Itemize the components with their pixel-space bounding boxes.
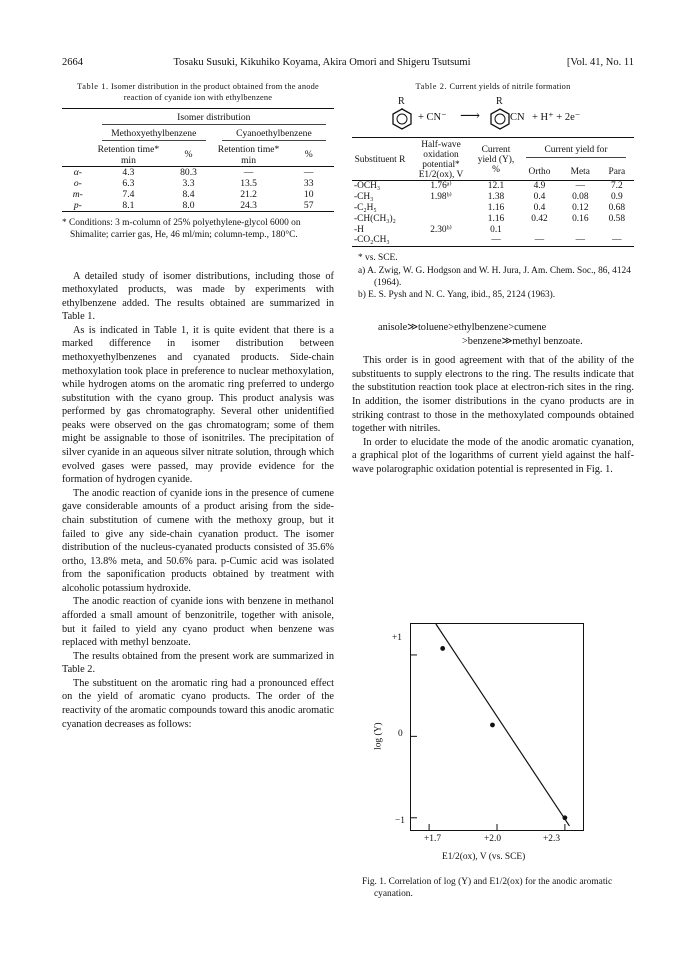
scheme-r-label: R [496,95,503,107]
table2-caption: Table 2. Current yields of nitrile formation [415,82,571,91]
data-point [490,723,495,728]
body-paragraph: This order is in good agreement with that of the ability of the substituents to supply electrons to the ring. The results indicate that the substitution reaction took place at electron-rich sites in the ring. In addition, the isomer distributions in the cyano products are in striking contrast to those in the methoxylated compounds obtained together with nitriles. [352,355,634,435]
table2-cell-e: 1.98ᵇ⁾ [430,192,452,203]
table2-cell-y: 1.38 [487,192,505,203]
table2-col-substituent: Substituent R [354,155,406,166]
table1-cell-ret1: 4.3 [122,166,135,178]
body-paragraph: The substituent on the aromatic ring had a pronounced effect on the yield of aromatic cyano products. The order of the reactivity of the aromatic compounds toward this anodic aromatic cyanation decreases as follows: [62,677,334,730]
table1-cell-isomer: p- [73,200,82,212]
table1-row [62,200,334,212]
body-paragraph: A detailed study of isomer distributions, including those of methoxylated products, was made by experiments with ethylbenzene added. The results obtained are summarized in Table 1. [62,270,334,323]
page-number: 2664 [62,57,83,68]
table2-cell-p: 0.68 [608,203,626,214]
table2-row [352,181,634,192]
table2-cell-m: 0.16 [572,213,589,224]
table1-group-header: Isomer distribution [177,111,251,123]
table1-cell-ret2: — [243,166,254,178]
table2-row [352,192,634,203]
table2-row [352,203,634,214]
table2-cell-p [600,225,634,236]
data-point [440,646,445,651]
body-paragraph: The anodic reaction of cyanide ions in the presence of cumene gave considerable amounts of a product arising from the side-chain substitution of cumene with the methoxy group, but it failed to give any side-chain cyanation product. The isomer distribution of the nucleus-cyanated products consisted of 35.6% ortho, 13.8% meta, and 50.6% para. p-Cumic acid was isolated from the saponification products obtained by treatment with alcoholic potassium hydroxide. [62,487,334,594]
table1-col-percent: % [304,149,313,161]
table2-cell-o: 4.9 [533,181,546,192]
table2-footnote: b) E. S. Pysh and N. C. Yang, ibid., 85, 2124 (1963). [358,289,556,300]
table1-caption: Table 1. Isomer distribution in the product obtained from the anode reaction of cyanide ion with ethylbenzene [77,82,319,102]
table2-cell-e [408,214,474,225]
y-tick-label: −1 [395,816,405,826]
reaction-scheme [352,95,634,135]
table1-cell-pct1: 3.3 [182,178,195,189]
body-paragraph: The anodic reaction of cyanide ions with benzene in methanol afforded a small amount of benzonitrile, together with anisole, but it failed to yield any cyano product when benzene was replaced with methyl benzoate. [62,596,334,649]
x-tick-label: +2.0 [484,834,502,844]
right-column [352,82,634,477]
table2-col-para: Para [608,167,626,178]
table2-cell-o: 0.42 [531,213,548,224]
figure-caption: Fig. 1. Correlation of log (Y) and E1/2(ox) for the anodic aromatic cyanation. [362,877,613,900]
table2-cell-p: 7.2 [610,181,623,192]
volume-info: [Vol. 41, No. 11 [566,57,634,68]
scheme-reactant: + CN⁻ [418,111,447,123]
table1-cell-ret1: 7.4 [122,189,135,201]
body-paragraph: In order to elucidate the mode of the anodic aromatic cyanation, a graphical plot of the logarithms of current yield against the half-wave polarographic oxidation potential is represented in Fig. 1. [352,436,634,475]
table1-cell-pct2: — [303,166,314,178]
table2-cell-r: -C₂H₅ [354,203,377,214]
table1-row [62,166,334,178]
table2-col-meta: Meta [570,167,590,178]
table1-cell-isomer: o- [73,178,82,189]
table2-cell-m [561,225,600,236]
table2-cell-m: — [575,181,585,192]
left-column [62,82,334,731]
table1-cell-pct1: 80.3 [180,166,197,178]
table2-footnote: * vs. SCE. [358,253,398,264]
benzene-ring-icon [392,108,412,130]
table2-cell-o [518,225,561,236]
x-tick-label: +2.3 [543,834,561,844]
table2-cell-p: 0.9 [610,192,623,203]
table2-row [352,235,634,246]
table1-cell-ret2: 24.3 [240,200,257,212]
arrow-right-icon: ⟶ [460,108,481,124]
table1-cell-pct2: 57 [303,200,314,212]
table2-cell-m: — [575,235,585,246]
table2-row [352,214,634,225]
table2-cell-p: 0.58 [608,213,626,224]
table2-cell-o: — [534,235,545,246]
body-paragraph: As is indicated in Table 1, it is quite evident that there is a marked difference in isomer distribution between methoxyethylbenzenes and cyanated products. Side-chain methoxylation took place in preference to nuclear methoxylation, while hydrogen atoms on the aromatic ring preferred to undergo substitution with the cyano group. This product analysis was performed by gas chromatography. Several other unidentified peaks were observed on the gas chromatogram; some of them might be assignable to those of isonitriles. The precipitation of silver cyanide in an aqueous silver nitrate solution, through which evolved gases were passed, may provide evidence for the formation of hydrogen cyanide. [62,324,334,486]
table2-col-current-yield: Current yield (Y), % [477,144,515,175]
table2-cell-y: 12.1 [487,181,505,192]
y-tick-label: 0 [398,729,403,739]
x-tick-label: +1.7 [424,834,442,844]
table1-col-percent: % [184,149,193,161]
table2-col-current-yield-for: Current yield for [544,144,608,155]
table2-cell-y: — [491,235,501,246]
table1-subheader-cyano: Cyanoethylbenzene [236,127,312,139]
table1-cell-isomer: α- [73,166,82,178]
figure-plot-area [410,623,584,831]
table1-cell-pct1: 8.0 [182,200,195,212]
table1 [62,108,334,215]
table2-cell-e: 2.30ᵇ⁾ [430,224,452,235]
table2-cell-r: -CO₂CH₃ [354,235,390,246]
table1-footnote: * Conditions: 3 m-column of 25% polyethylene-glycol 6000 on Shimalite; carrier gas, He, 46 ml/min; column-temp., 180°C. [62,218,301,241]
table2-cell-r: -CH₃ [354,192,374,203]
table1-subheader-methoxy: Methoxyethylbenzene [111,127,197,139]
table1-cell-ret1: 6.3 [122,178,135,189]
table1-cell-ret2: 21.2 [240,189,257,201]
table1-cell-pct1: 8.4 [182,189,195,201]
table2 [352,137,634,250]
table2-cell-y: 1.16 [487,213,505,224]
table2-cell-o: 0.4 [533,192,546,203]
table1-cell-ret1: 8.1 [122,200,135,212]
regression-line [436,624,570,826]
table2-cell-o: 0.4 [533,203,546,214]
scheme-product-cn: CN [510,111,525,123]
table2-footnotes [352,252,634,301]
right-body-text [352,354,634,476]
running-header [62,56,634,70]
table2-cell-e [408,235,474,246]
table2-row [352,225,634,236]
table2-col-ortho: Ortho [528,167,551,178]
author-line: Tosaku Susuki, Kikuhiko Koyama, Akira Omori and Shigeru Tsutsumi [173,57,471,68]
reactivity-order [352,321,634,348]
table2-cell-m: 0.12 [572,203,589,214]
table2-col-halfwave: Half-wave oxidation potential* E1/2(ox), V [418,139,464,180]
scheme-products: + H⁺ + 2e⁻ [532,111,581,123]
table2-cell-m: 0.08 [572,192,589,203]
table2-footnote: a) A. Zwig, W. G. Hodgson and W. H. Jura, J. Am. Chem. Soc., 86, 4124 (1964). [358,265,631,288]
benzonitrile-ring-icon [490,108,510,130]
x-axis-label: E1/2(ox), V (vs. SCE) [442,852,526,862]
body-paragraph: The results obtained from the present work are summarized in Table 2. [62,650,334,676]
table1-cell-ret2: 13.5 [240,178,257,189]
table1-row [62,189,334,200]
order-line-1: anisole≫toluene>ethylbenzene>cumene [378,322,547,334]
table2-cell-y: 0.1 [490,224,502,235]
order-line-2: >benzene≫methyl benzoate. [462,335,583,347]
table2-cell-e: 1.76ᵃ⁾ [430,181,452,192]
left-body-text [62,270,334,732]
table2-cell-r: -OCH₃ [354,181,381,192]
y-axis-label: log (Y) [373,722,384,750]
table1-cell-pct2: 33 [303,178,314,189]
y-tick-label: +1 [392,633,402,643]
table1-col-retention: Retention time* min [217,143,280,166]
table2-cell-r: -H [354,224,364,235]
table1-cell-isomer: m- [72,189,83,201]
table2-cell-y: 1.16 [487,203,505,214]
table1-cell-pct2: 10 [303,189,314,201]
data-point [562,815,567,820]
table2-cell-e [408,203,474,214]
table2-cell-p: — [612,235,622,246]
table1-col-retention: Retention time* min [97,143,160,166]
table1-row [62,178,334,189]
scheme-r-label: R [398,95,405,107]
table2-cell-r: -CH(CH₃)₂ [354,213,396,224]
